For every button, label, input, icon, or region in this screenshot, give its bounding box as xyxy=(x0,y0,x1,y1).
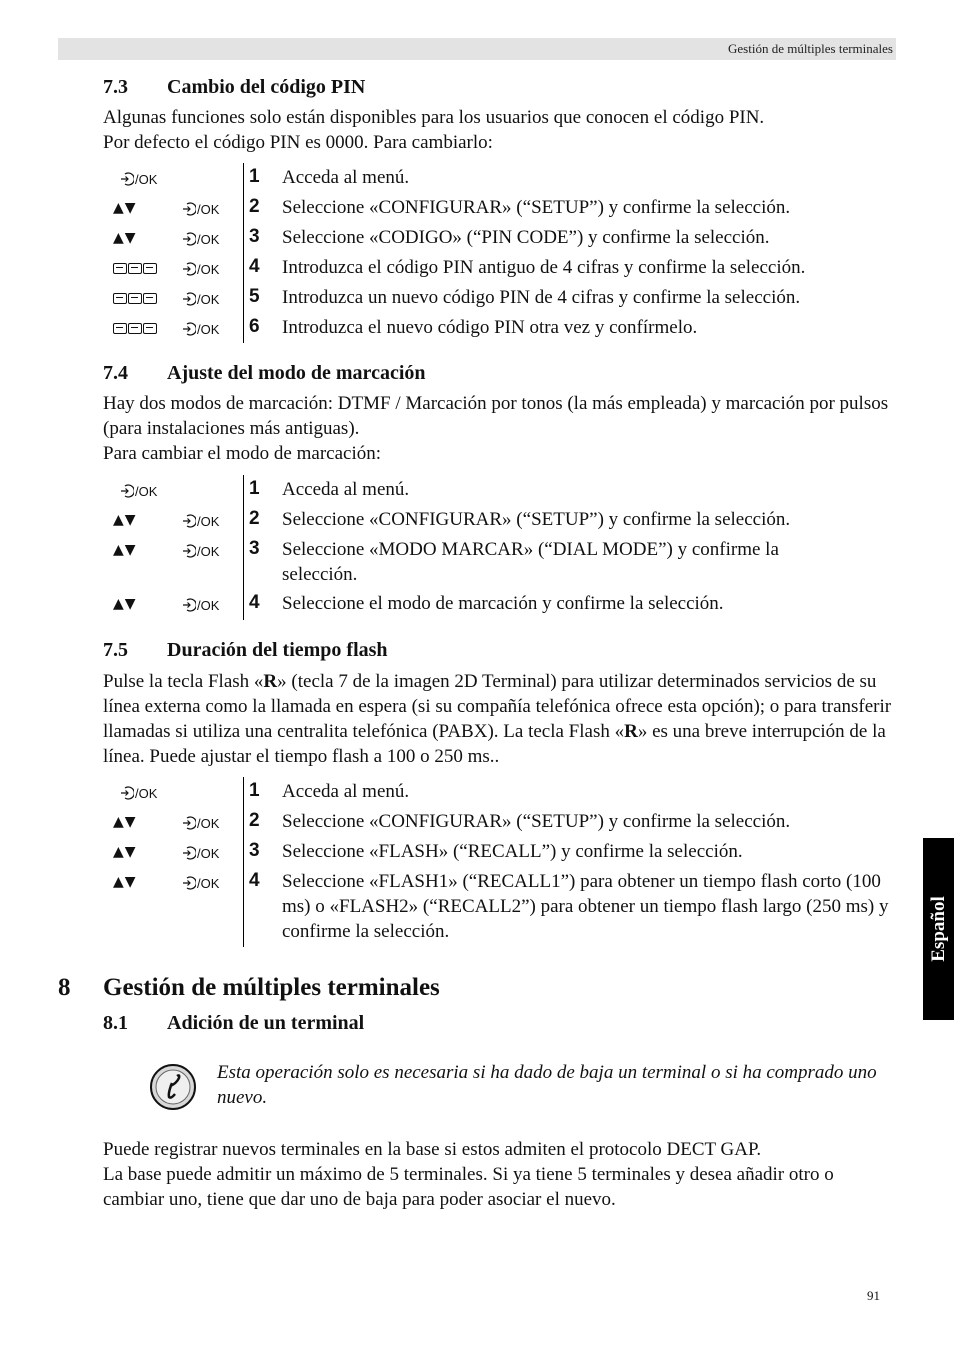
ok-icon xyxy=(182,231,196,247)
section-heading-7-4 xyxy=(103,361,426,385)
info-note-icon xyxy=(148,1062,198,1112)
up-down-arrows-icon: ▲▼ xyxy=(113,200,137,216)
step-text: Seleccione «MODO MARCAR» (“DIAL MODE”) y confirme la selección. xyxy=(282,539,779,585)
chapter-heading xyxy=(58,973,440,1003)
ok-key: /OK xyxy=(182,513,219,529)
chapter-number: 8 xyxy=(58,974,71,1001)
step-number: 2 xyxy=(249,196,260,217)
ok-key: /OK xyxy=(182,597,219,613)
keypad-keys-icon xyxy=(113,323,158,334)
step-number: 3 xyxy=(249,840,260,861)
up-down-arrows-icon: ▲▼ xyxy=(113,512,137,528)
paragraph: Algunas funciones solo están disponibles para los usuarios que conocen el código PIN. xyxy=(103,107,765,128)
step-number: 4 xyxy=(249,256,260,277)
ok-icon xyxy=(182,597,196,613)
ok-icon xyxy=(182,201,196,217)
ok-icon xyxy=(182,845,196,861)
step-item xyxy=(0,867,954,947)
step-text: Seleccione «CONFIGURAR» (“SETUP”) y confirme la selección. xyxy=(282,509,791,530)
step-item xyxy=(0,837,954,867)
section-title: Cambio del código PIN xyxy=(167,76,366,98)
up-down-arrows-icon: ▲▼ xyxy=(113,596,137,612)
step-text: Acceda al menú. xyxy=(282,479,410,500)
section-heading-8-1 xyxy=(103,1011,364,1035)
ok-key: /OK xyxy=(182,543,219,559)
step-item xyxy=(0,505,954,535)
step-text: Seleccione «CODIGO» (“PIN CODE”) y confirme la selección. xyxy=(282,227,770,248)
step-text: Introduzca un nuevo código PIN de 4 cifras y confirme la selección. xyxy=(282,287,801,308)
step-item xyxy=(0,193,954,223)
step-text: Seleccione «CONFIGURAR» (“SETUP”) y confirme la selección. xyxy=(282,811,791,832)
step-number: 4 xyxy=(249,592,260,613)
step-number: 2 xyxy=(249,810,260,831)
paragraph: Pulse la tecla Flash «R» (tecla 7 de la imagen 2D Terminal) para utilizar determinados servicios de su línea externa como la llamada en espera (si su compañía telefónica ofrece esta opción); o para transferir llamadas si utiliza una centralita telefónica (PABX). La tecla Flash «R» es una breve interrupción de la línea. Puede ajustar el tiempo flash a 100 o 250 ms.. xyxy=(103,671,892,767)
ok-icon xyxy=(120,785,134,801)
step-item xyxy=(0,475,954,505)
section-title: Adición de un terminal xyxy=(167,1012,365,1034)
ok-icon xyxy=(182,543,196,559)
ok-icon xyxy=(182,321,196,337)
ok-icon xyxy=(182,815,196,831)
ok-key: /OK xyxy=(182,201,219,217)
language-tab-label: Español xyxy=(927,896,949,962)
ok-key: /OK xyxy=(182,875,219,891)
step-text: Introduzca el código PIN antiguo de 4 cifras y confirme la selección. xyxy=(282,257,806,278)
ok-key: /OK xyxy=(120,483,157,499)
step-number: 3 xyxy=(249,538,260,559)
step-item xyxy=(0,223,954,253)
ok-key: /OK xyxy=(182,291,219,307)
ok-icon xyxy=(182,875,196,891)
note-text: Esta operación solo es necesaria si ha dado de baja un terminal o si ha comprado uno nuevo. xyxy=(217,1062,877,1108)
step-text: Acceda al menú. xyxy=(282,167,410,188)
step-text: Acceda al menú. xyxy=(282,781,410,802)
step-number: 1 xyxy=(249,478,260,499)
paragraph: Para cambiar el modo de marcación: xyxy=(103,443,382,464)
paragraph: Hay dos modos de marcación: DTMF / Marcación por tonos (la más empleada) y marcación por pulsos (para instalaciones más antiguas). xyxy=(103,393,889,439)
step-item xyxy=(0,807,954,837)
up-down-arrows-icon: ▲▼ xyxy=(113,814,137,830)
up-down-arrows-icon: ▲▼ xyxy=(113,844,137,860)
ok-icon xyxy=(182,261,196,277)
ok-key: /OK xyxy=(182,321,219,337)
ok-key: /OK xyxy=(182,845,219,861)
page-number: 91 xyxy=(867,1288,880,1303)
step-text: Seleccione «FLASH» (“RECALL”) y confirme la selección. xyxy=(282,841,743,862)
paragraph: Por defecto el código PIN es 0000. Para cambiarlo: xyxy=(103,132,493,153)
step-item xyxy=(0,535,954,589)
up-down-arrows-icon: ▲▼ xyxy=(113,542,137,558)
step-number: 1 xyxy=(249,780,260,801)
step-number: 6 xyxy=(249,316,260,337)
step-number: 5 xyxy=(249,286,260,307)
ok-icon xyxy=(120,483,134,499)
step-item xyxy=(0,777,954,807)
step-number: 3 xyxy=(249,226,260,247)
ok-key: /OK xyxy=(120,785,157,801)
step-text: Seleccione «FLASH1» (“RECALL1”) para obtener un tiempo flash corto (100 ms) o «FLASH2» (“RECALL2”) para obtener un tiempo flash largo (250 ms) y confirme la selección. xyxy=(282,871,889,942)
up-down-arrows-icon: ▲▼ xyxy=(113,230,137,246)
ok-key: /OK xyxy=(182,815,219,831)
step-text: Seleccione «CONFIGURAR» (“SETUP”) y confirme la selección. xyxy=(282,197,791,218)
running-header xyxy=(58,38,896,60)
ok-icon xyxy=(182,291,196,307)
ok-icon xyxy=(120,171,134,187)
section-title: Ajuste del modo de marcación xyxy=(167,362,426,384)
section-heading-7-5 xyxy=(103,638,388,662)
ok-key: /OK xyxy=(120,171,157,187)
section-title: Duración del tiempo flash xyxy=(167,639,388,661)
keypad-keys-icon xyxy=(113,263,158,274)
step-number: 1 xyxy=(249,166,260,187)
section-number: 7.3 xyxy=(103,76,128,98)
up-down-arrows-icon: ▲▼ xyxy=(113,874,137,890)
step-item xyxy=(0,253,954,283)
ok-key: /OK xyxy=(182,231,219,247)
paragraph: La base puede admitir un máximo de 5 terminales. Si ya tiene 5 terminales y desea añadir otro o cambiar uno, tiene que dar uno de baja para poder asociar el nuevo. xyxy=(103,1164,834,1210)
step-item xyxy=(0,313,954,343)
section-number: 7.5 xyxy=(103,639,128,661)
step-item xyxy=(0,163,954,193)
step-number: 2 xyxy=(249,508,260,529)
section-number: 7.4 xyxy=(103,362,128,384)
paragraph: Puede registrar nuevos terminales en la base si estos admiten el protocolo DECT GAP. xyxy=(103,1139,762,1160)
step-number: 4 xyxy=(249,870,260,891)
section-number: 8.1 xyxy=(103,1012,128,1034)
running-header-title: Gestión de múltiples terminales xyxy=(728,41,893,56)
section-heading-7-3 xyxy=(103,75,365,99)
chapter-title: Gestión de múltiples terminales xyxy=(103,974,440,1001)
step-item xyxy=(0,589,954,619)
step-text: Seleccione el modo de marcación y confirme la selección. xyxy=(282,593,724,614)
step-item xyxy=(0,283,954,313)
ok-key: /OK xyxy=(182,261,219,277)
ok-icon xyxy=(182,513,196,529)
keypad-keys-icon xyxy=(113,293,158,304)
step-text: Introduzca el nuevo código PIN otra vez y confírmelo. xyxy=(282,317,698,338)
